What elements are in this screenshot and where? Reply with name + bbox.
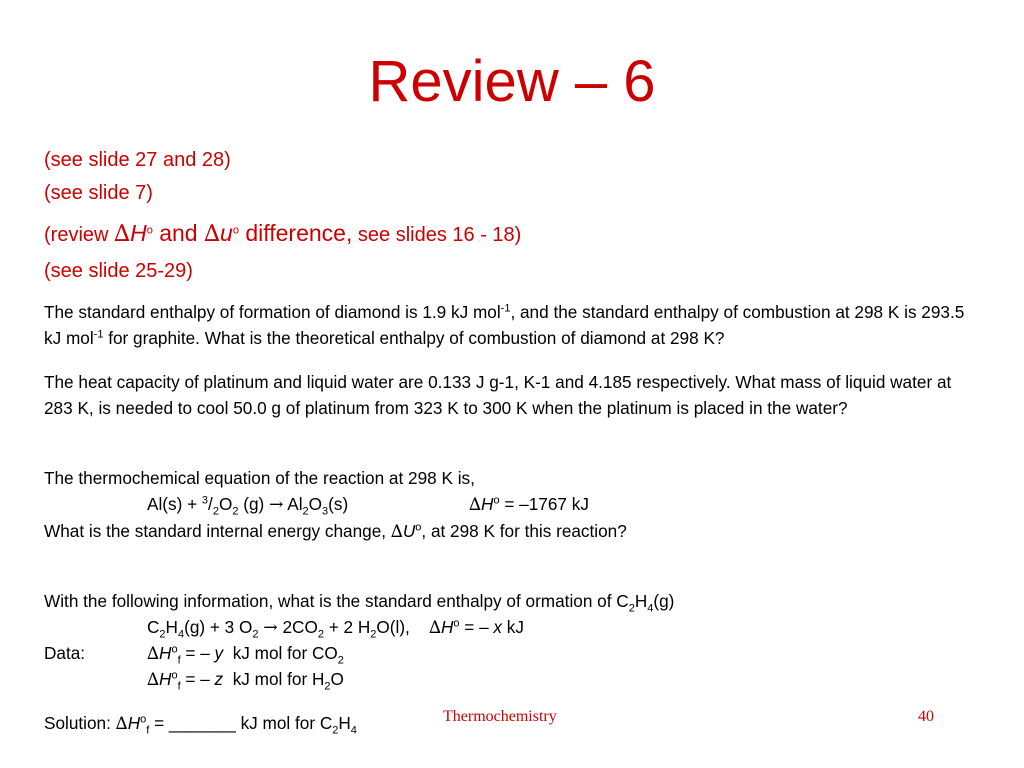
ref3-o2: o [232,224,239,237]
eq-part: (g) [238,494,270,514]
data-line-h2o [147,666,344,693]
q1-text-2: , and the standard enthalpy of combustion at 298 K is 293.5 kJ mol [44,302,965,348]
arrow-symbol: → [269,495,284,515]
ref3-difference: difference [238,220,346,246]
question-1 [44,299,984,351]
eq-part: 2CO [277,617,318,637]
data-sub: 2 [324,680,331,693]
eq-slash: / [208,494,213,514]
q4-text: With the following information, what is the standard enthalpy of ormation of C [44,591,629,611]
eq-part: (g) + 3 O [184,617,253,637]
delta-symbol: ∆ [469,495,482,515]
q4-sub: 2 [628,602,635,615]
delta-symbol: ∆ [390,522,403,542]
enthalpy-value: = –1767 kJ [499,494,589,514]
eq-part: Al [283,494,303,514]
q1-text-1: The standard enthalpy of formation of diamond is 1.9 kJ mol [44,302,501,322]
h-symbol: H [440,617,454,637]
data-text: kJ mol for CO [223,643,338,663]
eq-part: O [218,494,233,514]
formation-sub: f [177,680,181,693]
data-text: O [330,669,344,689]
formation-sub: f [177,654,181,667]
q4-text: H [634,591,648,611]
solution-line [44,710,357,737]
q3-question-text: What is the standard internal energy change, [44,521,391,541]
eq-part: + 2 H [323,617,371,637]
h-symbol: H [159,643,172,663]
eq-sub: 2 [370,628,377,641]
eq-sub: 2 [317,628,324,641]
y-variable: y [214,643,224,663]
q4-intro [44,588,674,614]
standard-sup: o [453,617,460,630]
question-2: The heat capacity of platinum and liquid water are 0.133 J g-1, K-1 and 4.185 respectively. What mass of liquid water at 283 K, is needed to cool 50.0 g of platinum from 323 K to 300 K when the platinum is placed in the water? [44,372,952,418]
delta-symbol: ∆ [428,618,441,638]
solution-text: Solution: [44,713,116,733]
h-symbol: H [481,494,494,514]
eq-sub: 2 [159,628,166,641]
data-line-co2 [147,640,344,667]
eq-part: O(l), [376,617,429,637]
u-symbol: U [402,521,416,541]
eq-sub: 2 [302,505,309,518]
eq-sub: 2 [232,505,239,518]
eq-sub: 4 [177,628,185,641]
eq-part: (s) [328,494,349,514]
data-label: Data: [44,643,86,663]
ref3-u: u [220,220,233,246]
ref3-o: o [146,224,153,237]
slide-number: 40 [918,708,934,725]
q3-enthalpy [469,491,589,518]
q4-equation [147,614,524,641]
h-symbol: H [127,713,141,733]
ref3-comma: , [345,220,353,246]
q4-text: (g) [653,591,675,611]
reference-line-1: (see slide 27 and 28) [44,149,231,171]
x-variable: x [493,617,503,637]
data-text: = – [180,669,215,689]
q1-sup-2: -1 [93,328,104,341]
q3-question-text: , at 298 K for this reaction? [421,521,627,541]
eq-sup: 3 [201,494,209,507]
footer-title: Thermochemistry [443,708,557,725]
reference-line-3 [44,220,521,248]
formation-sub: f [146,724,150,737]
ref3-rest: see slides 16 - 18) [352,224,522,246]
eq-part: H [165,617,178,637]
delta-symbol: ∆ [147,644,160,664]
solution-sub: 4 [350,724,357,737]
standard-sup: o [493,494,500,507]
data-text: kJ mol for H [223,669,325,689]
slide-title: Review – 6 [368,49,656,114]
eq-part: kJ [502,617,524,637]
standard-sup: o [171,669,178,682]
q1-sup-1: -1 [500,302,511,315]
solution-text: H [338,713,351,733]
q4-sub: 4 [647,602,654,615]
standard-sup: o [171,643,178,656]
ref3-and: and [152,220,204,246]
standard-sup: o [140,713,147,726]
eq-sub: 2 [212,505,219,518]
q1-text-3: for graphite. What is the theoretical enthalpy of combustion of diamond at 298 K? [103,328,725,348]
reference-line-4: (see slide 25-29) [44,260,193,282]
z-variable: z [214,669,224,689]
h-symbol: H [159,669,172,689]
solution-text: = _______ kJ mol for C [149,713,333,733]
ref3-open: (review [44,224,115,246]
eq-part: O [308,494,323,514]
reference-line-2: (see slide 7) [44,182,153,204]
eq-sub: 3 [322,505,329,518]
eq-part: = – [459,617,494,637]
delta-symbol: ∆ [147,670,160,690]
eq-part: C [147,617,160,637]
eq-sub: 2 [252,628,259,641]
data-text: = – [180,643,215,663]
q3-intro: The thermochemical equation of the reaction at 298 K is, [44,468,475,488]
q3-question [44,518,627,545]
delta-symbol: ∆ [203,221,221,247]
arrow-symbol: → [263,618,278,638]
data-sub: 2 [337,654,344,667]
q3-equation [147,491,348,518]
ref3-h: H [130,220,147,246]
solution-sub: 2 [332,724,339,737]
standard-sup: o [415,521,422,534]
delta-symbol: ∆ [115,714,128,734]
delta-symbol: ∆ [114,221,131,247]
eq-part: Al(s) + [147,494,202,514]
